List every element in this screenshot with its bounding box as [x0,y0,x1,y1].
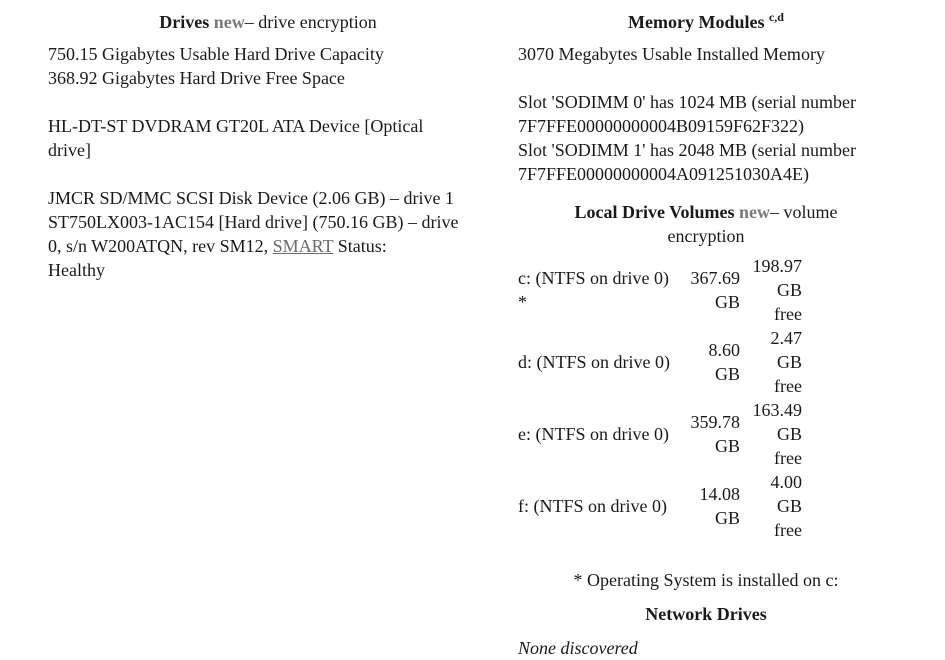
volume-row-f [518,470,802,542]
slot0-line2: 7F7FFE00000000004B09159F62F322) [518,116,805,136]
volumes-heading-rest: – volume [770,202,838,222]
volume-size-unit: GB [714,508,740,528]
volume-size-cell [688,254,746,326]
volume-free-cell [746,326,802,398]
volume-free-value: 163.49 [752,400,802,420]
volume-free-value: 198.97 [752,256,802,276]
volume-free-unit: free [774,376,802,396]
drives-heading [48,10,488,34]
optical-drive-line2: drive] [48,140,91,160]
volume-name: c: (NTFS on drive 0) [518,268,669,288]
volume-free-unit: free [774,520,802,540]
volume-free-unit: GB free [774,280,802,324]
network-drives-heading: Network Drives [645,604,767,624]
volume-row-c [518,254,802,326]
volume-size-value: 14.08 [699,484,740,504]
memory-heading-title: Memory Modules [628,12,765,32]
hard-drive-serial-text: 0, s/n W200ATQN, rev SM12, [48,236,269,256]
volume-size-cell [688,326,746,398]
os-marker: * [518,292,527,312]
volume-size-value: 359.78 [690,412,740,432]
volume-size-cell [688,398,746,470]
volume-name-cell [518,254,688,326]
volume-free-cell [746,254,802,326]
os-footnote: * Operating System is installed on c: [573,570,839,590]
drive-capacity: 750.15 Gigabytes Usable Hard Drive Capacity [48,44,384,64]
slot1-line2: 7F7FFE00000000004A091251030A4E) [518,164,810,184]
volume-free-cell [746,398,802,470]
volume-size-value: 8.60 [708,340,740,360]
memory-heading [518,10,894,34]
volume-size-cell [688,470,746,542]
drives-new-label: new [213,12,245,32]
smart-status-value: Healthy [48,260,105,280]
volume-name: f: (NTFS on drive 0) [518,496,667,516]
drive-free-space: 368.92 Gigabytes Hard Drive Free Space [48,68,345,88]
volumes-heading [518,200,894,248]
hard-drive-model: ST750LX003-1AC154 [Hard drive] (750.16 GB) – drive [48,212,459,232]
volume-size-value: 367.69 [690,268,740,288]
slot1-line1: Slot 'SODIMM 1' has 2048 MB (serial number [518,140,856,160]
drives-heading-rest: – drive encryption [244,12,377,32]
volumes-heading-line2: encryption [667,226,745,246]
volume-name-cell [518,326,688,398]
volume-name: d: (NTFS on drive 0) [518,352,670,372]
slot0-line1: Slot 'SODIMM 0' has 1024 MB (serial number [518,92,856,112]
volume-name-cell [518,398,688,470]
memory-section [518,0,894,660]
memory-footnote-mark: c,d [768,10,784,24]
hard-drive-serial [48,234,488,258]
optical-drive-line1: HL-DT-ST DVDRAM GT20L ATA Device [Optical [48,116,424,136]
drives-section [48,0,488,282]
volume-row-d [518,326,802,398]
volume-size-unit: GB [714,364,740,384]
volume-size-unit: GB [714,436,740,456]
volume-free-unit: GB free [774,424,802,468]
volumes-table [518,254,802,542]
smart-link[interactable]: SMART [272,236,334,256]
volume-row-e [518,398,802,470]
sd-disk-device: JMCR SD/MMC SCSI Disk Device (2.06 GB) – drive 1 [48,188,455,208]
volume-name: e: (NTFS on drive 0) [518,424,669,444]
network-none-discovered: None discovered [518,638,638,658]
smart-status-label: Status: [337,236,387,256]
volume-free-value: 4.00 GB [770,472,802,516]
memory-usable: 3070 Megabytes Usable Installed Memory [518,44,825,64]
volumes-heading-title: Local Drive Volumes [574,202,735,222]
volume-free-cell [746,470,802,542]
volume-size-unit: GB [714,292,740,312]
volume-free-value: 2.47 GB [770,328,802,372]
volume-name-cell [518,470,688,542]
drives-heading-title: Drives [159,12,210,32]
volumes-new-label: new [739,202,770,222]
